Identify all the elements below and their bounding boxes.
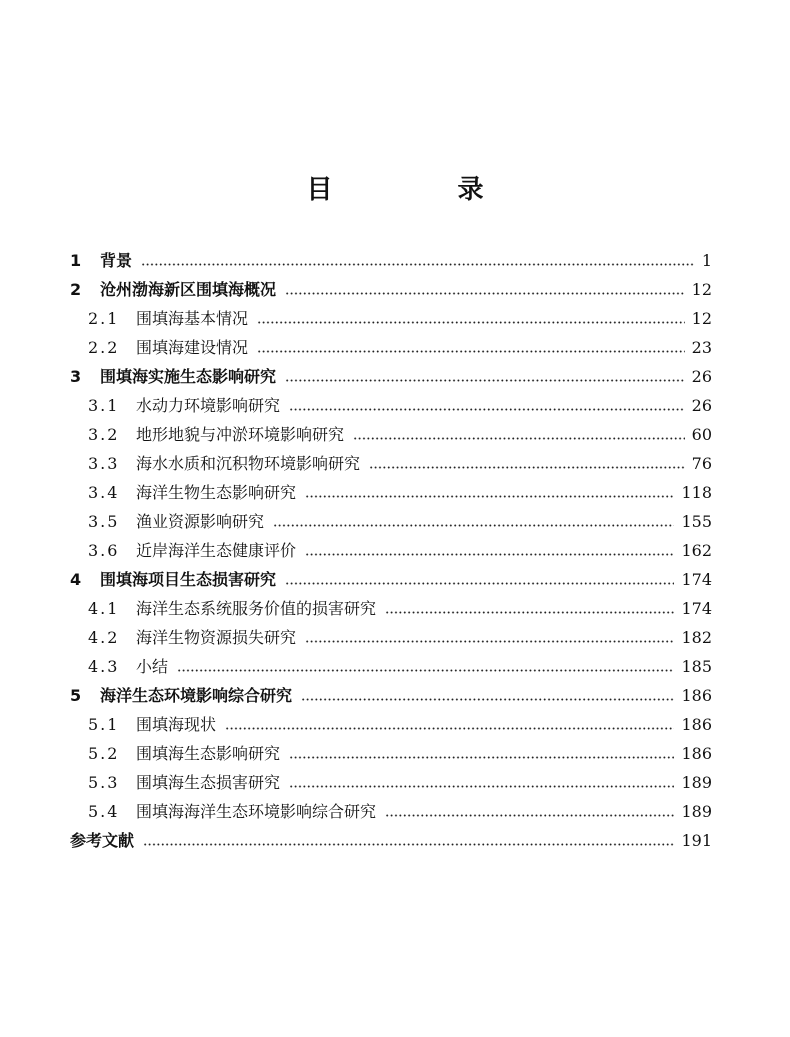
entry-title: 海洋生态系统服务价值的损害研究 — [136, 599, 377, 618]
toc-section-entry[interactable] — [70, 388, 712, 417]
entry-title: 围填海生态影响研究 — [136, 744, 281, 763]
entry-title: 围填海现状 — [136, 715, 217, 734]
entry-page-number: 76 — [691, 454, 712, 473]
dot-leader — [385, 611, 674, 614]
toc-section-entry[interactable] — [70, 330, 712, 359]
dot-leader — [289, 785, 674, 788]
dot-leader — [369, 466, 685, 469]
dot-leader — [257, 321, 685, 324]
toc-chapter-entry[interactable] — [70, 243, 712, 272]
entry-title: 渔业资源影响研究 — [136, 512, 265, 531]
entry-page-number: 26 — [691, 367, 712, 386]
entry-title: 参考文献 — [70, 831, 135, 850]
entry-title: 海洋生态环境影响综合研究 — [100, 686, 293, 705]
entry-page-number: 23 — [691, 338, 712, 357]
dot-leader — [305, 640, 674, 643]
entry-number: 1 — [70, 251, 82, 270]
entry-number: 5.4 — [88, 802, 120, 821]
dot-leader — [273, 524, 674, 527]
toc-chapter-entry[interactable] — [70, 562, 712, 591]
entry-number: 5.3 — [88, 773, 120, 792]
entry-page-number: 189 — [681, 802, 712, 821]
dot-leader — [257, 350, 685, 353]
dot-leader — [305, 553, 674, 556]
entry-page-number: 174 — [681, 570, 712, 589]
toc-section-entry[interactable] — [70, 301, 712, 330]
dot-leader — [285, 582, 674, 585]
dot-leader — [353, 437, 685, 440]
entry-title: 海洋生物生态影响研究 — [136, 483, 297, 502]
entry-page-number: 1 — [701, 251, 712, 270]
entry-number: 2.2 — [88, 338, 120, 357]
entry-number: 5.2 — [88, 744, 120, 763]
entry-title: 围填海实施生态影响研究 — [100, 367, 277, 386]
entry-number: 3.5 — [88, 512, 120, 531]
toc-section-entry[interactable] — [70, 765, 712, 794]
toc-section-entry[interactable] — [70, 736, 712, 765]
entry-title: 海洋生物资源损失研究 — [136, 628, 297, 647]
entry-number: 4.1 — [88, 599, 120, 618]
entry-title: 小结 — [136, 657, 169, 676]
dot-leader — [141, 263, 695, 266]
toc-section-entry[interactable] — [70, 417, 712, 446]
dot-leader — [305, 495, 674, 498]
entry-number: 3.4 — [88, 483, 120, 502]
dot-leader — [289, 756, 674, 759]
toc-section-entry[interactable] — [70, 620, 712, 649]
entry-title: 背景 — [100, 251, 133, 270]
entry-title: 海水水质和沉积物环境影响研究 — [136, 454, 361, 473]
entry-number: 3.6 — [88, 541, 120, 560]
dot-leader — [143, 843, 674, 846]
entry-title: 围填海生态损害研究 — [136, 773, 281, 792]
entry-page-number: 174 — [681, 599, 712, 618]
toc-chapter-entry[interactable] — [70, 272, 712, 301]
dot-leader — [285, 379, 685, 382]
entry-page-number: 118 — [681, 483, 712, 502]
entry-page-number: 12 — [691, 309, 712, 328]
toc-references-entry[interactable] — [70, 823, 712, 852]
toc-section-entry[interactable] — [70, 504, 712, 533]
toc-section-entry[interactable] — [70, 446, 712, 475]
entry-number: 3.2 — [88, 425, 120, 444]
entry-page-number: 26 — [691, 396, 712, 415]
entry-page-number: 191 — [681, 831, 712, 850]
entry-number: 5 — [70, 686, 82, 705]
entry-page-number: 182 — [681, 628, 712, 647]
entry-number: 4.3 — [88, 657, 120, 676]
entry-number: 2 — [70, 280, 82, 299]
dot-leader — [177, 669, 674, 672]
page-title: 目 录 — [306, 175, 542, 205]
toc-chapter-entry[interactable] — [70, 359, 712, 388]
entry-page-number: 12 — [691, 280, 712, 299]
dot-leader — [225, 727, 674, 730]
entry-title: 水动力环境影响研究 — [136, 396, 281, 415]
entry-page-number: 155 — [681, 512, 712, 531]
table-of-contents — [70, 243, 712, 852]
entry-page-number: 186 — [681, 686, 712, 705]
dot-leader — [289, 408, 685, 411]
dot-leader — [285, 292, 685, 295]
entry-number: 3.1 — [88, 396, 120, 415]
toc-section-entry[interactable] — [70, 591, 712, 620]
entry-page-number: 189 — [681, 773, 712, 792]
toc-chapter-entry[interactable] — [70, 678, 712, 707]
dot-leader — [385, 814, 674, 817]
entry-title: 地形地貌与冲淤环境影响研究 — [136, 425, 345, 444]
toc-section-entry[interactable] — [70, 475, 712, 504]
entry-number: 3 — [70, 367, 82, 386]
entry-title: 沧州渤海新区围填海概况 — [100, 280, 277, 299]
entry-page-number: 60 — [691, 425, 712, 444]
entry-title: 围填海项目生态损害研究 — [100, 570, 277, 589]
toc-section-entry[interactable] — [70, 533, 712, 562]
toc-section-entry[interactable] — [70, 707, 712, 736]
toc-section-entry[interactable] — [70, 649, 712, 678]
entry-page-number: 186 — [681, 744, 712, 763]
entry-page-number: 162 — [681, 541, 712, 560]
entry-title: 近岸海洋生态健康评价 — [136, 541, 297, 560]
entry-title: 围填海建设情况 — [136, 338, 249, 357]
entry-number: 2.1 — [88, 309, 120, 328]
toc-section-entry[interactable] — [70, 794, 712, 823]
entry-page-number: 185 — [681, 657, 712, 676]
entry-title: 围填海海洋生态环境影响综合研究 — [136, 802, 377, 821]
entry-number: 4.2 — [88, 628, 120, 647]
dot-leader — [301, 698, 674, 701]
entry-number: 3.3 — [88, 454, 120, 473]
entry-number: 4 — [70, 570, 82, 589]
entry-page-number: 186 — [681, 715, 712, 734]
entry-title: 围填海基本情况 — [136, 309, 249, 328]
entry-number: 5.1 — [88, 715, 120, 734]
